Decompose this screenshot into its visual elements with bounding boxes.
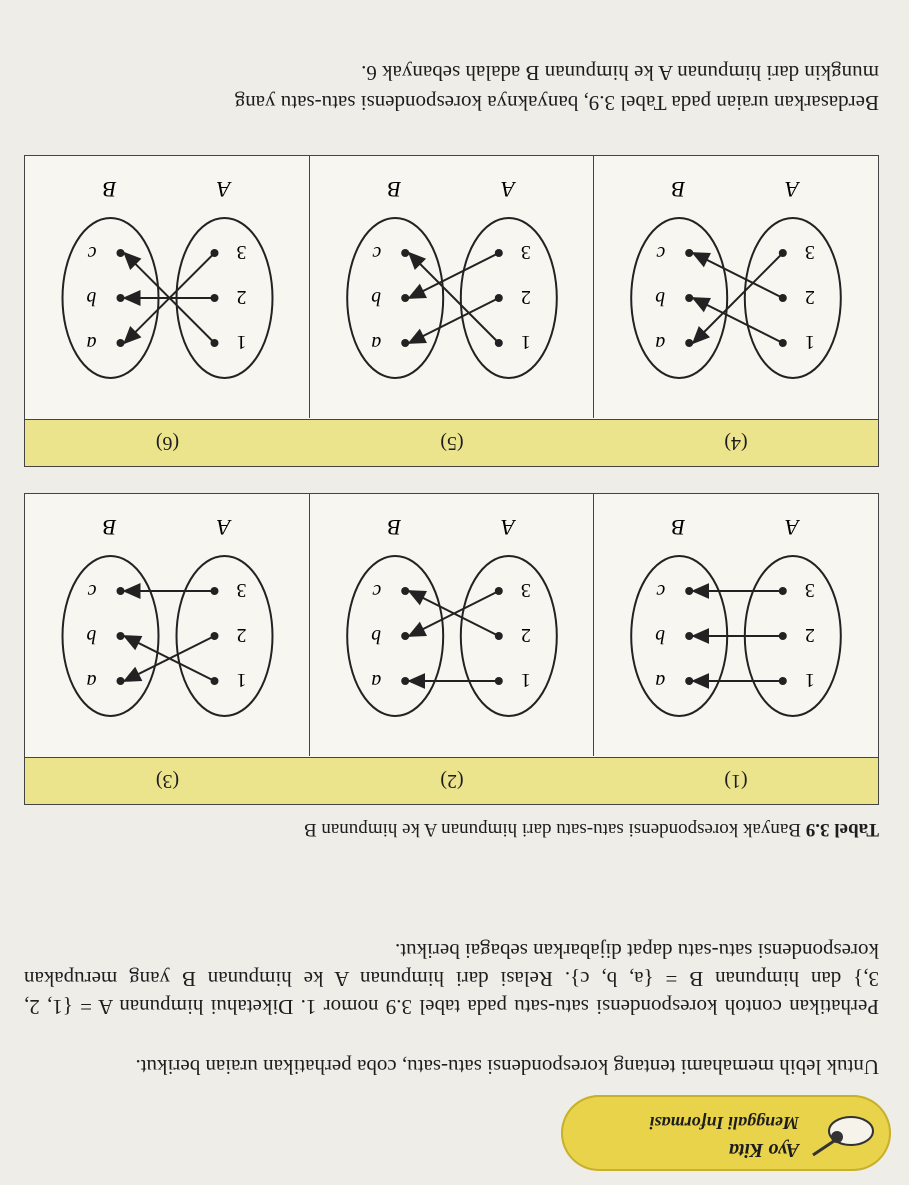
codomain-point — [685, 677, 693, 685]
set-b-label: B — [103, 515, 117, 540]
codomain-element: a — [371, 670, 382, 692]
domain-element: 3 — [520, 241, 531, 263]
codomain-element: c — [656, 580, 666, 602]
diagram-header-5: (5) — [309, 419, 594, 466]
set-a-label: A — [217, 177, 231, 202]
diagram-cell-1 — [593, 494, 878, 756]
set-a-label: A — [501, 177, 515, 202]
codomain-point — [685, 587, 693, 595]
domain-element: 2 — [236, 286, 247, 308]
domain-element: 1 — [520, 331, 531, 353]
set-b-oval — [347, 556, 443, 716]
domain-element: 3 — [804, 579, 815, 601]
arrow-diagram — [594, 156, 878, 418]
caption-text: Banyak korespondensi satu-satu dari himpunan A ke himpunan B — [303, 819, 806, 840]
table-caption — [304, 818, 879, 840]
arrow-diagram — [25, 494, 310, 756]
codomain-element: b — [371, 625, 382, 647]
mapping-arrow — [693, 253, 783, 343]
domain-element: 3 — [236, 579, 247, 601]
codomain-element: c — [87, 242, 97, 264]
conclusion-paragraph — [24, 57, 879, 117]
badge-subtitle: Menggali Informasi — [649, 1113, 799, 1133]
codomain-element: c — [372, 580, 382, 602]
domain-element: 2 — [520, 624, 531, 646]
codomain-point — [401, 677, 409, 685]
codomain-point — [685, 632, 693, 640]
domain-element: 2 — [804, 286, 815, 308]
arrow-diagram — [310, 494, 594, 756]
set-b-oval — [347, 218, 443, 378]
codomain-element: a — [86, 332, 97, 354]
set-a-oval — [177, 556, 273, 716]
set-a-label: A — [501, 515, 515, 540]
conclusion-line-1: Berdasarkan uraian pada Tabel 3.9, banyaknya korespondensi satu-satu yang — [234, 91, 879, 115]
codomain-element: c — [656, 242, 666, 264]
diagram-cell-2 — [309, 494, 594, 756]
correspondence-table-row-2 — [24, 155, 879, 467]
codomain-point — [685, 249, 693, 257]
codomain-element: b — [655, 287, 666, 309]
set-b-label: B — [387, 177, 402, 202]
codomain-point — [685, 339, 693, 347]
diagram-header-6: (6) — [25, 419, 310, 466]
codomain-point — [117, 339, 125, 347]
set-b-label: B — [103, 177, 117, 202]
domain-element: 2 — [520, 286, 531, 308]
set-b-label: B — [387, 515, 402, 540]
arrow-diagram — [310, 156, 594, 418]
diagram-cell-4 — [593, 156, 878, 418]
diagram-header-4: (4) — [593, 419, 878, 466]
domain-element: 1 — [236, 669, 247, 691]
codomain-point — [401, 294, 409, 302]
domain-element: 2 — [804, 624, 815, 646]
mapping-arrow — [693, 298, 783, 343]
codomain-point — [401, 587, 409, 595]
caption-label: Tabel 3.9 — [805, 819, 879, 840]
codomain-element: b — [86, 625, 97, 647]
set-a-label: A — [217, 515, 231, 540]
set-b-label: B — [671, 177, 686, 202]
badge-title: Ayo Kita — [728, 1139, 799, 1161]
codomain-point — [117, 294, 125, 302]
domain-element: 1 — [804, 669, 815, 691]
codomain-point — [117, 632, 125, 640]
conclusion-line-2: mungkin dari himpunan A ke himpunan B adalah sebanyak 6. — [361, 61, 879, 85]
example-paragraph: Perhatikan contoh korespondensi satu-satu pada tabel 3.9 nomor 1. Diketahui himpunan A = {1, 2, 3,} dan himpunan B = {a, b, c}. Relasi dari himpunan A ke himpunan B yang merupakan korespondensi satu-satu dapat dijabarkan sebagai berikut. — [24, 939, 879, 1019]
codomain-element: a — [655, 670, 666, 692]
codomain-element: b — [371, 287, 382, 309]
domain-element: 1 — [520, 669, 531, 691]
codomain-element: a — [655, 332, 666, 354]
domain-element: 3 — [804, 241, 815, 263]
set-a-oval — [461, 218, 557, 378]
codomain-element: c — [372, 242, 382, 264]
mapping-arrow — [409, 298, 499, 343]
codomain-point — [117, 249, 125, 257]
domain-element: 1 — [236, 331, 247, 353]
codomain-point — [401, 339, 409, 347]
diagram-header-1: (1) — [593, 757, 878, 804]
domain-element: 3 — [236, 241, 247, 263]
set-a-label: A — [785, 177, 799, 202]
codomain-point — [117, 587, 125, 595]
mapping-arrow — [693, 253, 783, 298]
correspondence-table-row-1 — [24, 493, 879, 805]
codomain-point — [117, 677, 125, 685]
diagram-cell-3 — [25, 494, 310, 756]
domain-element: 1 — [804, 331, 815, 353]
codomain-element: b — [86, 287, 97, 309]
set-a-oval — [745, 218, 841, 378]
set-b-label: B — [671, 515, 686, 540]
diagram-header-2: (2) — [309, 757, 594, 804]
domain-element: 3 — [520, 579, 531, 601]
codomain-element: c — [87, 580, 97, 602]
mapping-arrow — [409, 253, 499, 298]
diagram-header-3: (3) — [25, 757, 310, 804]
arrow-diagram — [594, 494, 878, 756]
set-a-oval — [461, 556, 557, 716]
magnifier-hand-icon — [807, 1105, 877, 1161]
intro-paragraph: Untuk lebih memahami tentang korespondensi satu-satu, coba perhatikan uraian berikut. — [135, 1055, 879, 1079]
diagram-cell-6 — [25, 156, 310, 418]
domain-element: 2 — [236, 624, 247, 646]
info-badge — [561, 1095, 891, 1171]
codomain-element: a — [371, 332, 382, 354]
codomain-point — [401, 632, 409, 640]
set-b-oval — [63, 556, 159, 716]
codomain-element: b — [655, 625, 666, 647]
set-b-oval — [631, 218, 727, 378]
codomain-element: a — [86, 670, 97, 692]
arrow-diagram — [25, 156, 310, 418]
set-a-label: A — [785, 515, 799, 540]
mapping-arrow — [409, 253, 499, 343]
codomain-point — [685, 294, 693, 302]
diagram-cell-5 — [309, 156, 594, 418]
codomain-point — [401, 249, 409, 257]
